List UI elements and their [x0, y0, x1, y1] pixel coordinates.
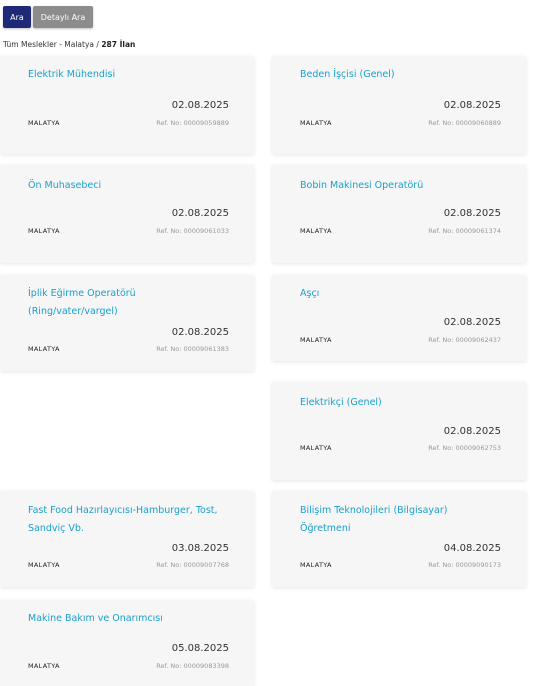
job-ref: Ref. No: 00009060889 [428, 119, 501, 127]
job-title[interactable]: Makine Bakım ve Onarımcısı [28, 613, 163, 624]
job-city: MALATYA [28, 345, 60, 353]
job-city: MALATYA [300, 336, 332, 344]
job-ref: Ref. No: 00009061383 [156, 345, 229, 353]
search-button[interactable]: Ara [3, 6, 31, 28]
job-card[interactable] [0, 165, 254, 263]
detailed-search-button[interactable]: Detaylı Ara [33, 6, 93, 28]
job-date: 02.08.2025 [443, 100, 501, 111]
job-date: 02.08.2025 [443, 208, 501, 219]
job-ref: Ref. No: 00009062437 [428, 336, 501, 344]
job-title[interactable]: İplik Eğirme Operatörü (Ring/vater/vargel) [28, 288, 136, 317]
job-title[interactable]: Ön Muhasebeci [28, 180, 102, 191]
job-date: 02.08.2025 [171, 208, 229, 219]
job-city: MALATYA [300, 227, 332, 235]
job-card[interactable] [272, 382, 526, 480]
job-date: 02.08.2025 [171, 327, 229, 338]
job-ref: Ref. No: 00009083398 [156, 662, 229, 670]
job-title[interactable]: Bobin Makinesi Operatörü [300, 180, 424, 191]
job-date: 02.08.2025 [443, 426, 501, 437]
job-date: 04.08.2025 [443, 543, 501, 554]
job-title[interactable]: Bilişim Teknolojileri (Bilgisayar) Öğretmeni [300, 505, 448, 534]
job-city: MALATYA [300, 444, 332, 452]
job-ref: Ref. No: 00009061033 [156, 227, 229, 235]
job-card[interactable] [0, 275, 254, 371]
job-city: MALATYA [28, 227, 60, 235]
job-city: MALATYA [300, 119, 332, 127]
job-city: MALATYA [300, 561, 332, 569]
job-date: 02.08.2025 [171, 100, 229, 111]
results-summary [3, 40, 135, 49]
job-card[interactable] [0, 56, 254, 154]
job-city: MALATYA [28, 662, 60, 670]
job-date: 02.08.2025 [443, 317, 501, 328]
job-ref: Ref. No: 00009007768 [156, 561, 229, 569]
job-date: 03.08.2025 [171, 543, 229, 554]
job-city: MALATYA [28, 119, 60, 127]
job-ref: Ref. No: 00009090173 [428, 561, 501, 569]
results-count: 287 İlan [101, 40, 136, 49]
job-title[interactable]: Elektrik Mühendisi [28, 69, 116, 80]
job-card[interactable] [0, 600, 254, 686]
job-card[interactable] [0, 491, 254, 587]
job-ref: Ref. No: 00009062753 [428, 444, 501, 452]
job-card[interactable] [272, 56, 526, 154]
job-card[interactable] [272, 491, 526, 587]
job-ref: Ref. No: 00009059889 [156, 119, 229, 127]
job-city: MALATYA [28, 561, 60, 569]
job-card[interactable] [272, 165, 526, 263]
job-title[interactable]: Fast Food Hazırlayıcısı-Hamburger, Tost, Sandviç Vb. [28, 505, 218, 534]
job-title[interactable]: Aşçı [300, 288, 320, 299]
job-card[interactable] [272, 275, 526, 361]
job-title[interactable]: Beden İşçisi (Genel) [300, 69, 395, 80]
job-title[interactable]: Elektrikçi (Genel) [300, 397, 382, 408]
results-breadcrumb: Tüm Meslekler - Malatya / [3, 40, 102, 49]
job-date: 05.08.2025 [171, 643, 229, 654]
job-ref: Ref. No: 00009061374 [428, 227, 501, 235]
